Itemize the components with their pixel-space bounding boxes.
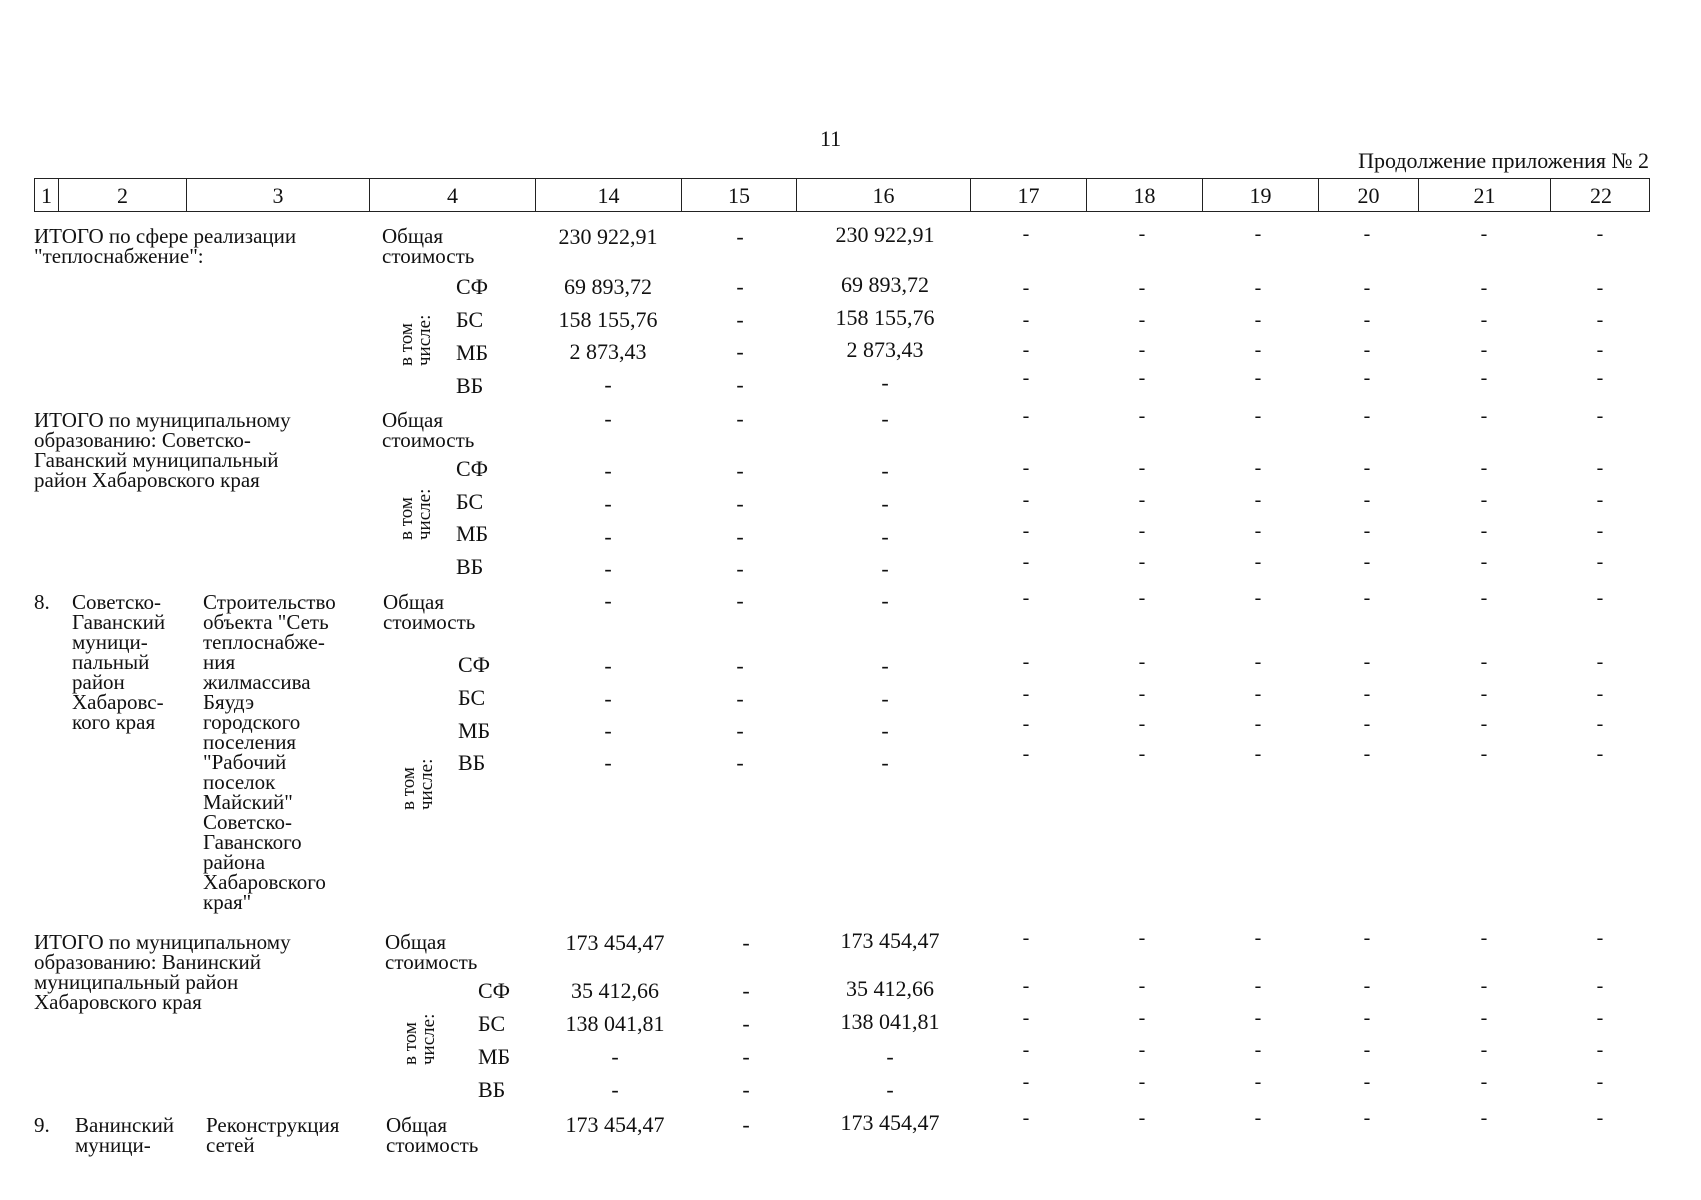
empty-cell-dash: - bbox=[1022, 927, 1030, 949]
col-header-17: 17 bbox=[971, 179, 1087, 211]
empty-cell-dash: - bbox=[1254, 975, 1262, 997]
empty-cell-dash: - bbox=[1596, 551, 1604, 573]
empty-cell-dash: - bbox=[1363, 927, 1371, 949]
including-label: в том числе: bbox=[400, 1013, 439, 1065]
empty-cell-dash: - bbox=[1480, 520, 1488, 542]
empty-cell-dash: - bbox=[1254, 309, 1262, 331]
empty-cell-dash: - bbox=[1022, 1039, 1030, 1061]
empty-cell-dash: - bbox=[1254, 683, 1262, 705]
source-mb: МБ bbox=[478, 1044, 511, 1069]
value-col15: - bbox=[736, 224, 744, 249]
col-header-21: 21 bbox=[1419, 179, 1551, 211]
value-col14: 35 412,66 bbox=[571, 978, 659, 1003]
empty-cell-dash: - bbox=[1022, 489, 1030, 511]
empty-cell-dash: - bbox=[1480, 651, 1488, 673]
empty-cell-dash: - bbox=[1596, 339, 1604, 361]
empty-cell-dash: - bbox=[1022, 651, 1030, 673]
empty-cell-dash: - bbox=[1022, 457, 1030, 479]
source-vb: ВБ bbox=[456, 554, 484, 579]
value-col16: - bbox=[881, 653, 889, 678]
empty-cell-dash: - bbox=[1138, 489, 1146, 511]
empty-cell-dash: - bbox=[1363, 1007, 1371, 1029]
empty-cell-dash: - bbox=[1022, 1071, 1030, 1093]
empty-cell-dash: - bbox=[1138, 223, 1146, 245]
value-col14: - bbox=[604, 372, 612, 397]
value-col15: - bbox=[736, 372, 744, 397]
empty-cell-dash: - bbox=[1480, 1039, 1488, 1061]
col-header-1: 1 bbox=[35, 179, 59, 211]
value-col15: - bbox=[736, 491, 744, 516]
empty-cell-dash: - bbox=[1596, 1039, 1604, 1061]
empty-cell-dash: - bbox=[1022, 223, 1030, 245]
table-header-row bbox=[34, 178, 1650, 212]
value-col15: - bbox=[742, 1044, 750, 1069]
value-col16: 173 454,47 bbox=[840, 928, 940, 953]
object-name: Строительство объекта "Сеть теплоснабже- ния жилмассива Бяудэ городского поселения "Рабочий поселок Майский" Советско- Гаванского района Хабаровского края" bbox=[203, 590, 336, 914]
value-col15: - bbox=[742, 1011, 750, 1036]
empty-cell-dash: - bbox=[1480, 975, 1488, 997]
block-title: ИТОГО по сфере реализации "теплоснабжение": bbox=[34, 224, 297, 268]
col-header-2: 2 bbox=[59, 179, 187, 211]
appendix-continuation-note: Продолжение приложения № 2 bbox=[1358, 148, 1649, 173]
empty-cell-dash: - bbox=[1480, 405, 1488, 427]
empty-cell-dash: - bbox=[1022, 367, 1030, 389]
empty-cell-dash: - bbox=[1363, 339, 1371, 361]
empty-cell-dash: - bbox=[1596, 277, 1604, 299]
empty-cell-dash: - bbox=[1254, 520, 1262, 542]
empty-cell-dash: - bbox=[1596, 651, 1604, 673]
block-title: ИТОГО по муниципальному образованию: Советско- Гаванский муниципальный район Хабаровского края bbox=[34, 408, 291, 492]
col-header-4: 4 bbox=[370, 179, 536, 211]
value-col16: 158 155,76 bbox=[835, 305, 935, 330]
value-col14: - bbox=[604, 556, 612, 581]
empty-cell-dash: - bbox=[1596, 587, 1604, 609]
value-col16: - bbox=[886, 1077, 894, 1102]
empty-cell-dash: - bbox=[1254, 489, 1262, 511]
source-sf: СФ bbox=[478, 978, 511, 1003]
value-col16: 2 873,43 bbox=[846, 337, 924, 362]
empty-cell-dash: - bbox=[1480, 713, 1488, 735]
value-col16: - bbox=[881, 556, 889, 581]
item-number: 8. bbox=[34, 590, 50, 614]
value-col14: - bbox=[611, 1077, 619, 1102]
col-header-16: 16 bbox=[797, 179, 971, 211]
empty-cell-dash: - bbox=[1480, 1007, 1488, 1029]
source-bs: БС bbox=[456, 489, 484, 514]
value-col14: - bbox=[604, 750, 612, 775]
empty-cell-dash: - bbox=[1022, 405, 1030, 427]
empty-cell-dash: - bbox=[1138, 367, 1146, 389]
empty-cell-dash: - bbox=[1254, 457, 1262, 479]
empty-cell-dash: - bbox=[1596, 367, 1604, 389]
total-cost-label: Общая стоимость bbox=[382, 224, 475, 268]
value-col15: - bbox=[742, 1077, 750, 1102]
value-col14: 2 873,43 bbox=[569, 339, 647, 364]
empty-cell-dash: - bbox=[1022, 683, 1030, 705]
empty-cell-dash: - bbox=[1363, 551, 1371, 573]
value-col15: - bbox=[742, 978, 750, 1003]
empty-cell-dash: - bbox=[1254, 277, 1262, 299]
empty-cell-dash: - bbox=[1254, 405, 1262, 427]
source-bs: БС bbox=[478, 1011, 506, 1036]
empty-cell-dash: - bbox=[1138, 309, 1146, 331]
empty-cell-dash: - bbox=[1138, 651, 1146, 673]
value-col16: - bbox=[881, 686, 889, 711]
empty-cell-dash: - bbox=[1596, 713, 1604, 735]
total-cost-label: Общая стоимость bbox=[382, 408, 475, 452]
value-col15: - bbox=[736, 686, 744, 711]
empty-cell-dash: - bbox=[1363, 743, 1371, 765]
empty-cell-dash: - bbox=[1596, 489, 1604, 511]
empty-cell-dash: - bbox=[1480, 1107, 1488, 1129]
empty-cell-dash: - bbox=[1254, 1071, 1262, 1093]
empty-cell-dash: - bbox=[1480, 309, 1488, 331]
value-col14: - bbox=[604, 491, 612, 516]
empty-cell-dash: - bbox=[1596, 975, 1604, 997]
value-col15: - bbox=[736, 274, 744, 299]
value-col15: - bbox=[736, 307, 744, 332]
empty-cell-dash: - bbox=[1254, 651, 1262, 673]
value-col14: 173 454,47 bbox=[565, 930, 665, 955]
col-header-20: 20 bbox=[1319, 179, 1419, 211]
empty-cell-dash: - bbox=[1138, 457, 1146, 479]
col-header-14: 14 bbox=[536, 179, 682, 211]
empty-cell-dash: - bbox=[1596, 1007, 1604, 1029]
empty-cell-dash: - bbox=[1254, 743, 1262, 765]
col-header-15: 15 bbox=[682, 179, 797, 211]
empty-cell-dash: - bbox=[1363, 651, 1371, 673]
value-col14: - bbox=[604, 458, 612, 483]
empty-cell-dash: - bbox=[1254, 367, 1262, 389]
empty-cell-dash: - bbox=[1480, 587, 1488, 609]
value-col15: - bbox=[736, 718, 744, 743]
value-col16: 230 922,91 bbox=[835, 222, 935, 247]
total-cost-label: Общая стоимость bbox=[385, 930, 478, 974]
empty-cell-dash: - bbox=[1480, 223, 1488, 245]
empty-cell-dash: - bbox=[1480, 927, 1488, 949]
value-col14: 230 922,91 bbox=[558, 224, 658, 249]
value-col15: - bbox=[736, 556, 744, 581]
empty-cell-dash: - bbox=[1480, 457, 1488, 479]
municipality-name: Советско- Гаванский муници- пальный район Хабаровс- кого края bbox=[72, 590, 166, 734]
page-number: 11 bbox=[820, 126, 842, 151]
empty-cell-dash: - bbox=[1138, 551, 1146, 573]
source-vb: ВБ bbox=[458, 750, 486, 775]
empty-cell-dash: - bbox=[1254, 587, 1262, 609]
value-col16: - bbox=[881, 524, 889, 549]
empty-cell-dash: - bbox=[1596, 520, 1604, 542]
empty-cell-dash: - bbox=[1363, 1071, 1371, 1093]
empty-cell-dash: - bbox=[1363, 223, 1371, 245]
value-col15: - bbox=[736, 653, 744, 678]
source-mb: МБ bbox=[456, 521, 489, 546]
empty-cell-dash: - bbox=[1596, 743, 1604, 765]
source-sf: СФ bbox=[456, 274, 489, 299]
empty-cell-dash: - bbox=[1363, 683, 1371, 705]
empty-cell-dash: - bbox=[1138, 1039, 1146, 1061]
value-col14: - bbox=[604, 524, 612, 549]
value-col14: - bbox=[604, 718, 612, 743]
value-col15: - bbox=[736, 524, 744, 549]
including-label: в том числе: bbox=[396, 488, 435, 540]
value-col16: - bbox=[881, 458, 889, 483]
empty-cell-dash: - bbox=[1138, 683, 1146, 705]
empty-cell-dash: - bbox=[1022, 339, 1030, 361]
empty-cell-dash: - bbox=[1022, 587, 1030, 609]
including-label: в том числе: bbox=[398, 758, 437, 810]
empty-cell-dash: - bbox=[1022, 551, 1030, 573]
source-bs: БС bbox=[456, 307, 484, 332]
value-col15: - bbox=[736, 406, 744, 431]
block-title: ИТОГО по муниципальному образованию: Ванинский муниципальный район Хабаровского края bbox=[34, 930, 291, 1014]
empty-cell-dash: - bbox=[1480, 683, 1488, 705]
value-col16: - bbox=[881, 750, 889, 775]
total-cost-label: Общая стоимость bbox=[386, 1113, 479, 1157]
value-col15: - bbox=[736, 458, 744, 483]
value-col16: 35 412,66 bbox=[846, 976, 934, 1001]
value-col16: 69 893,72 bbox=[841, 272, 929, 297]
source-bs: БС bbox=[458, 685, 486, 710]
empty-cell-dash: - bbox=[1596, 683, 1604, 705]
empty-cell-dash: - bbox=[1480, 277, 1488, 299]
total-cost-label: Общая стоимость bbox=[383, 590, 476, 634]
source-vb: ВБ bbox=[456, 373, 484, 398]
empty-cell-dash: - bbox=[1138, 1071, 1146, 1093]
empty-cell-dash: - bbox=[1596, 309, 1604, 331]
empty-cell-dash: - bbox=[1138, 587, 1146, 609]
empty-cell-dash: - bbox=[1480, 489, 1488, 511]
empty-cell-dash: - bbox=[1138, 405, 1146, 427]
empty-cell-dash: - bbox=[1363, 1107, 1371, 1129]
empty-cell-dash: - bbox=[1363, 975, 1371, 997]
col-header-19: 19 bbox=[1203, 179, 1319, 211]
item-number: 9. bbox=[34, 1113, 50, 1137]
empty-cell-dash: - bbox=[1363, 1039, 1371, 1061]
empty-cell-dash: - bbox=[1138, 277, 1146, 299]
value-col14: - bbox=[611, 1044, 619, 1069]
empty-cell-dash: - bbox=[1254, 927, 1262, 949]
value-col14: 158 155,76 bbox=[558, 307, 658, 332]
value-col14: - bbox=[604, 588, 612, 613]
source-sf: СФ bbox=[456, 456, 489, 481]
empty-cell-dash: - bbox=[1138, 520, 1146, 542]
empty-cell-dash: - bbox=[1254, 339, 1262, 361]
empty-cell-dash: - bbox=[1022, 975, 1030, 997]
source-sf: СФ bbox=[458, 652, 491, 677]
value-col16: 173 454,47 bbox=[840, 1110, 940, 1135]
empty-cell-dash: - bbox=[1022, 743, 1030, 765]
empty-cell-dash: - bbox=[1138, 927, 1146, 949]
value-col14: - bbox=[604, 686, 612, 711]
empty-cell-dash: - bbox=[1363, 587, 1371, 609]
empty-cell-dash: - bbox=[1480, 367, 1488, 389]
value-col14: - bbox=[604, 653, 612, 678]
empty-cell-dash: - bbox=[1022, 1107, 1030, 1129]
value-col15: - bbox=[742, 930, 750, 955]
value-col14: 173 454,47 bbox=[565, 1112, 665, 1137]
empty-cell-dash: - bbox=[1254, 713, 1262, 735]
col-header-18: 18 bbox=[1087, 179, 1203, 211]
empty-cell-dash: - bbox=[1022, 713, 1030, 735]
empty-cell-dash: - bbox=[1254, 1007, 1262, 1029]
empty-cell-dash: - bbox=[1254, 223, 1262, 245]
empty-cell-dash: - bbox=[1480, 339, 1488, 361]
empty-cell-dash: - bbox=[1138, 1007, 1146, 1029]
empty-cell-dash: - bbox=[1596, 457, 1604, 479]
col-header-3: 3 bbox=[187, 179, 370, 211]
empty-cell-dash: - bbox=[1022, 309, 1030, 331]
source-mb: МБ bbox=[456, 340, 489, 365]
empty-cell-dash: - bbox=[1254, 1039, 1262, 1061]
empty-cell-dash: - bbox=[1138, 713, 1146, 735]
value-col16: - bbox=[886, 1044, 894, 1069]
empty-cell-dash: - bbox=[1480, 743, 1488, 765]
source-vb: ВБ bbox=[478, 1077, 506, 1102]
empty-cell-dash: - bbox=[1138, 975, 1146, 997]
empty-cell-dash: - bbox=[1596, 405, 1604, 427]
including-label: в том числе: bbox=[396, 314, 435, 366]
object-name: Реконструкция сетей bbox=[206, 1113, 340, 1157]
empty-cell-dash: - bbox=[1363, 277, 1371, 299]
empty-cell-dash: - bbox=[1363, 309, 1371, 331]
value-col14: - bbox=[604, 406, 612, 431]
value-col16: - bbox=[881, 718, 889, 743]
municipality-name: Ванинский муници- bbox=[75, 1113, 175, 1157]
empty-cell-dash: - bbox=[1138, 743, 1146, 765]
empty-cell-dash: - bbox=[1363, 520, 1371, 542]
empty-cell-dash: - bbox=[1596, 223, 1604, 245]
value-col15: - bbox=[736, 750, 744, 775]
value-col14: 69 893,72 bbox=[564, 274, 652, 299]
empty-cell-dash: - bbox=[1254, 551, 1262, 573]
value-col14: 138 041,81 bbox=[565, 1011, 665, 1036]
value-col15: - bbox=[736, 339, 744, 364]
empty-cell-dash: - bbox=[1022, 1007, 1030, 1029]
empty-cell-dash: - bbox=[1363, 489, 1371, 511]
empty-cell-dash: - bbox=[1363, 457, 1371, 479]
value-col16: - bbox=[881, 406, 889, 431]
value-col16: - bbox=[881, 370, 889, 395]
empty-cell-dash: - bbox=[1022, 277, 1030, 299]
value-col15: - bbox=[742, 1112, 750, 1137]
empty-cell-dash: - bbox=[1480, 551, 1488, 573]
empty-cell-dash: - bbox=[1596, 1071, 1604, 1093]
empty-cell-dash: - bbox=[1363, 405, 1371, 427]
empty-cell-dash: - bbox=[1022, 520, 1030, 542]
empty-cell-dash: - bbox=[1138, 1107, 1146, 1129]
empty-cell-dash: - bbox=[1596, 1107, 1604, 1129]
value-col15: - bbox=[736, 588, 744, 613]
empty-cell-dash: - bbox=[1254, 1107, 1262, 1129]
empty-cell-dash: - bbox=[1363, 367, 1371, 389]
source-mb: МБ bbox=[458, 718, 491, 743]
empty-cell-dash: - bbox=[1596, 927, 1604, 949]
empty-cell-dash: - bbox=[1363, 713, 1371, 735]
col-header-22: 22 bbox=[1590, 183, 1612, 208]
value-col16: 138 041,81 bbox=[840, 1009, 940, 1034]
value-col16: - bbox=[881, 588, 889, 613]
empty-cell-dash: - bbox=[1138, 339, 1146, 361]
value-col16: - bbox=[881, 491, 889, 516]
empty-cell-dash: - bbox=[1480, 1071, 1488, 1093]
